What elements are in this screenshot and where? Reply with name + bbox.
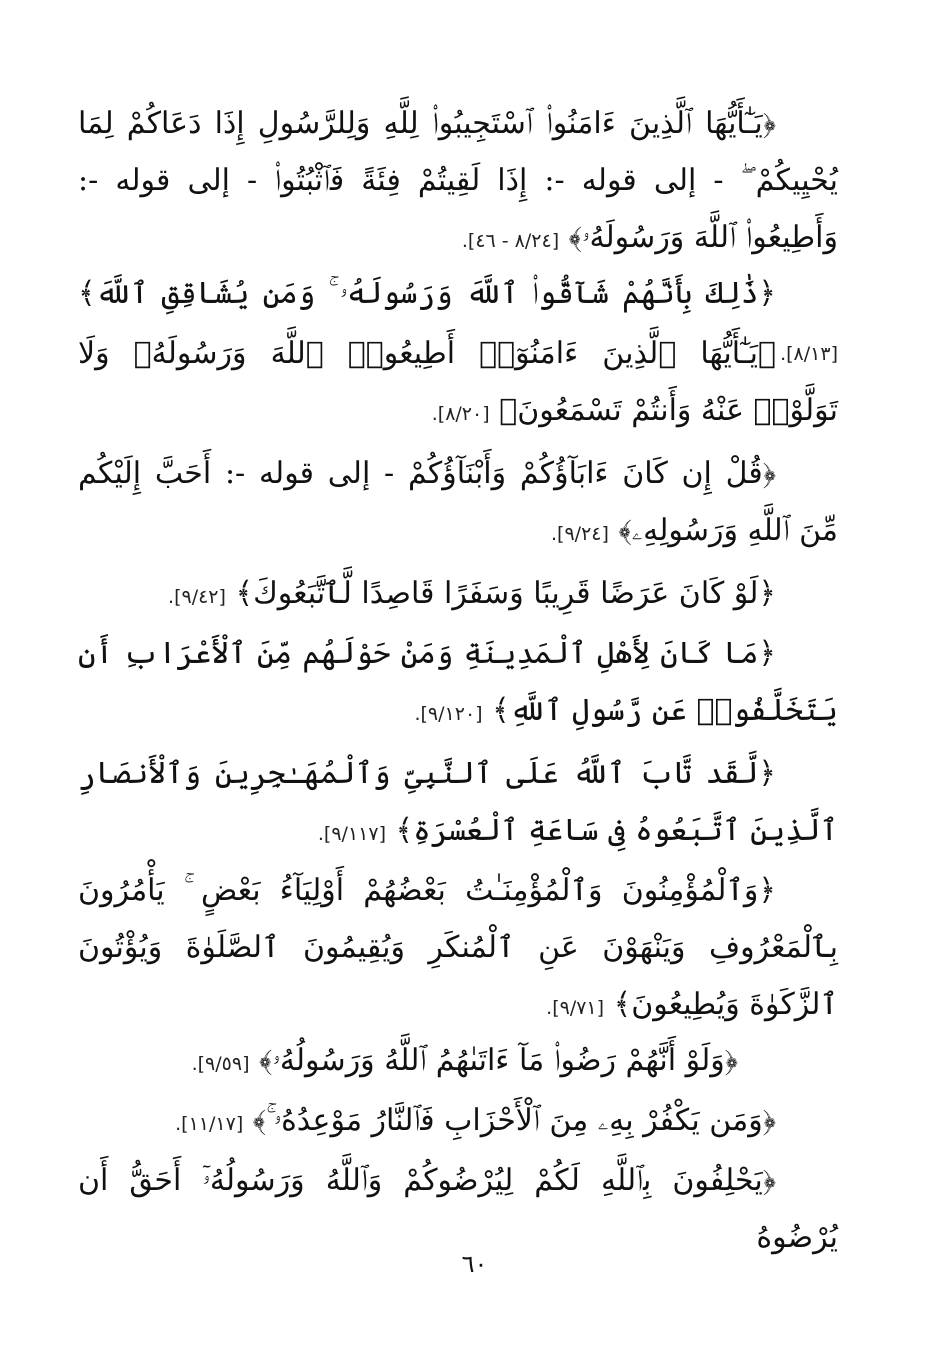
verse-reference: [٨/٢٠]. xyxy=(431,403,490,425)
verse-text: ﴿قُلْ إِن كَانَ ءَابَآؤُكُمْ وَأَبْنَآؤُكُمْ - إلى قوله -: أَحَبَّ إِلَيْكُم مِّنَ ٱللَّهِ وَرَسُولِهِۦ﴾ xyxy=(78,456,838,548)
verse-reference: [٩/١١٧]. xyxy=(317,823,386,845)
paragraph-9 xyxy=(78,1032,838,1093)
verse-reference: [٩/٢٤]. xyxy=(551,523,609,545)
verse-text: ﴿ذَٰلِكَ بِأَنَّهُمْ شَآقُّوا۟ ٱللَّهَ وَرَسُولَهُۥ ۚ وَمَن يُشَاقِقِ ٱللَّهَ﴾ xyxy=(78,276,776,311)
paragraph-4 xyxy=(78,445,838,563)
paragraph-3 xyxy=(78,325,838,443)
verse-text: ﴿وَٱلْمُؤْمِنُونَ وَٱلْمُؤْمِنَـٰتُ بَعْضُهُمْ أَوْلِيَآءُ بَعْضٍ ۚ يَأْمُرُونَ بِٱلْمَعْرُوفِ وَيَنْهَوْنَ عَنِ ٱلْمُنكَرِ وَيُقِيمُونَ ٱلصَّلَوٰةَ وَيُؤْتُونَ ٱلزَّكَوٰةَ وَيُطِيعُونَ﴾ xyxy=(78,873,838,1022)
page-number: ٦٠ xyxy=(461,1250,488,1278)
verse-reference: [١١/١٧]. xyxy=(175,1113,244,1135)
verse-text: ﴿لَوْ كَانَ عَرَضًا قَرِيبًا وَسَفَرًا قَاصِدًا لَّٱتَّبَعُوكَ﴾ xyxy=(235,576,776,611)
verse-text: ﴿مَا كَانَ لِأَهْلِ ٱلْمَدِينَةِ وَمَنْ حَوْلَهُم مِّنَ ٱلْأَعْرَابِ أَن يَتَخَلَّفُوا۟ عَن رَّسُولِ ٱللَّهِ﴾ xyxy=(78,636,838,728)
verse-text: ﴿وَمَن يَكْفُرْ بِهِۦ مِنَ ٱلْأَحْزَابِ فَٱلنَّارُ مَوْعِدُهُۥ ۚ﴾ xyxy=(252,1103,776,1138)
paragraph-10 xyxy=(78,1092,838,1153)
verse-text: ﴿لَّقَد تَّابَ ٱللَّهُ عَلَى ٱلنَّبِىِّ وَٱلْمُهَـٰجِرِينَ وَٱلْأَنصَارِ ٱلَّذِينَ ٱتَّبَعُوهُ فِى سَاعَةِ ٱلْعُسْرَةِ﴾ xyxy=(78,756,838,848)
verse-text: ﴿وَلَوْ أَنَّهُمْ رَضُوا۟ مَآ ءَاتَىٰهُمُ ٱللَّهُ وَرَسُولُهُۥ﴾ xyxy=(259,1043,738,1078)
paragraph-6 xyxy=(78,625,838,743)
verse-reference: [٨/٢٤ - ٤٦]. xyxy=(461,230,560,252)
verse-reference: [٩/٤٢]. xyxy=(168,586,226,608)
verse-text: ﴿يَـٰٓأَيُّهَا ٱلَّذِينَ ءَامَنُوٓا۟ أَطِيعُوا۟ ٱللَّهَ وَرَسُولَهُۥ وَلَا تَوَلَّوْا۟ عَنْهُ وَأَنتُمْ تَسْمَعُونَ﴾ xyxy=(78,336,838,428)
paragraph-1 xyxy=(78,95,838,270)
verse-text: ﴿يَـٰٓأَيُّهَا ٱلَّذِينَ ءَامَنُوا۟ ٱسْتَجِيبُوا۟ لِلَّهِ وَلِلرَّسُولِ إِذَا دَعَاكُمْ لِمَا يُحْيِيكُمْ ۖ - إلى قوله -: إِذَا لَقِيتُمْ فِئَةً فَٱثْبُتُوا۟ - إلى قوله -: وَأَطِيعُوا۟ ٱللَّهَ وَرَسُولَهُۥ﴾ xyxy=(78,106,838,255)
verse-text: ﴿يَحْلِفُونَ بِٱللَّهِ لَكُمْ لِيُرْضُوكُمْ وَٱللَّهُ وَرَسُولُهُۥٓ أَحَقُّ أَن يُرْضُوهُ xyxy=(78,1163,838,1255)
verse-reference: [٩/٥٩]. xyxy=(191,1053,250,1075)
paragraph-5 xyxy=(78,565,838,626)
verse-reference: [٩/٧١]. xyxy=(546,997,605,1019)
verse-reference: [٩/١٢٠]. xyxy=(414,703,483,725)
verse-reference: [٨/١٣]. xyxy=(780,343,838,365)
paragraph-8 xyxy=(78,862,838,1037)
paragraph-7 xyxy=(78,745,838,863)
